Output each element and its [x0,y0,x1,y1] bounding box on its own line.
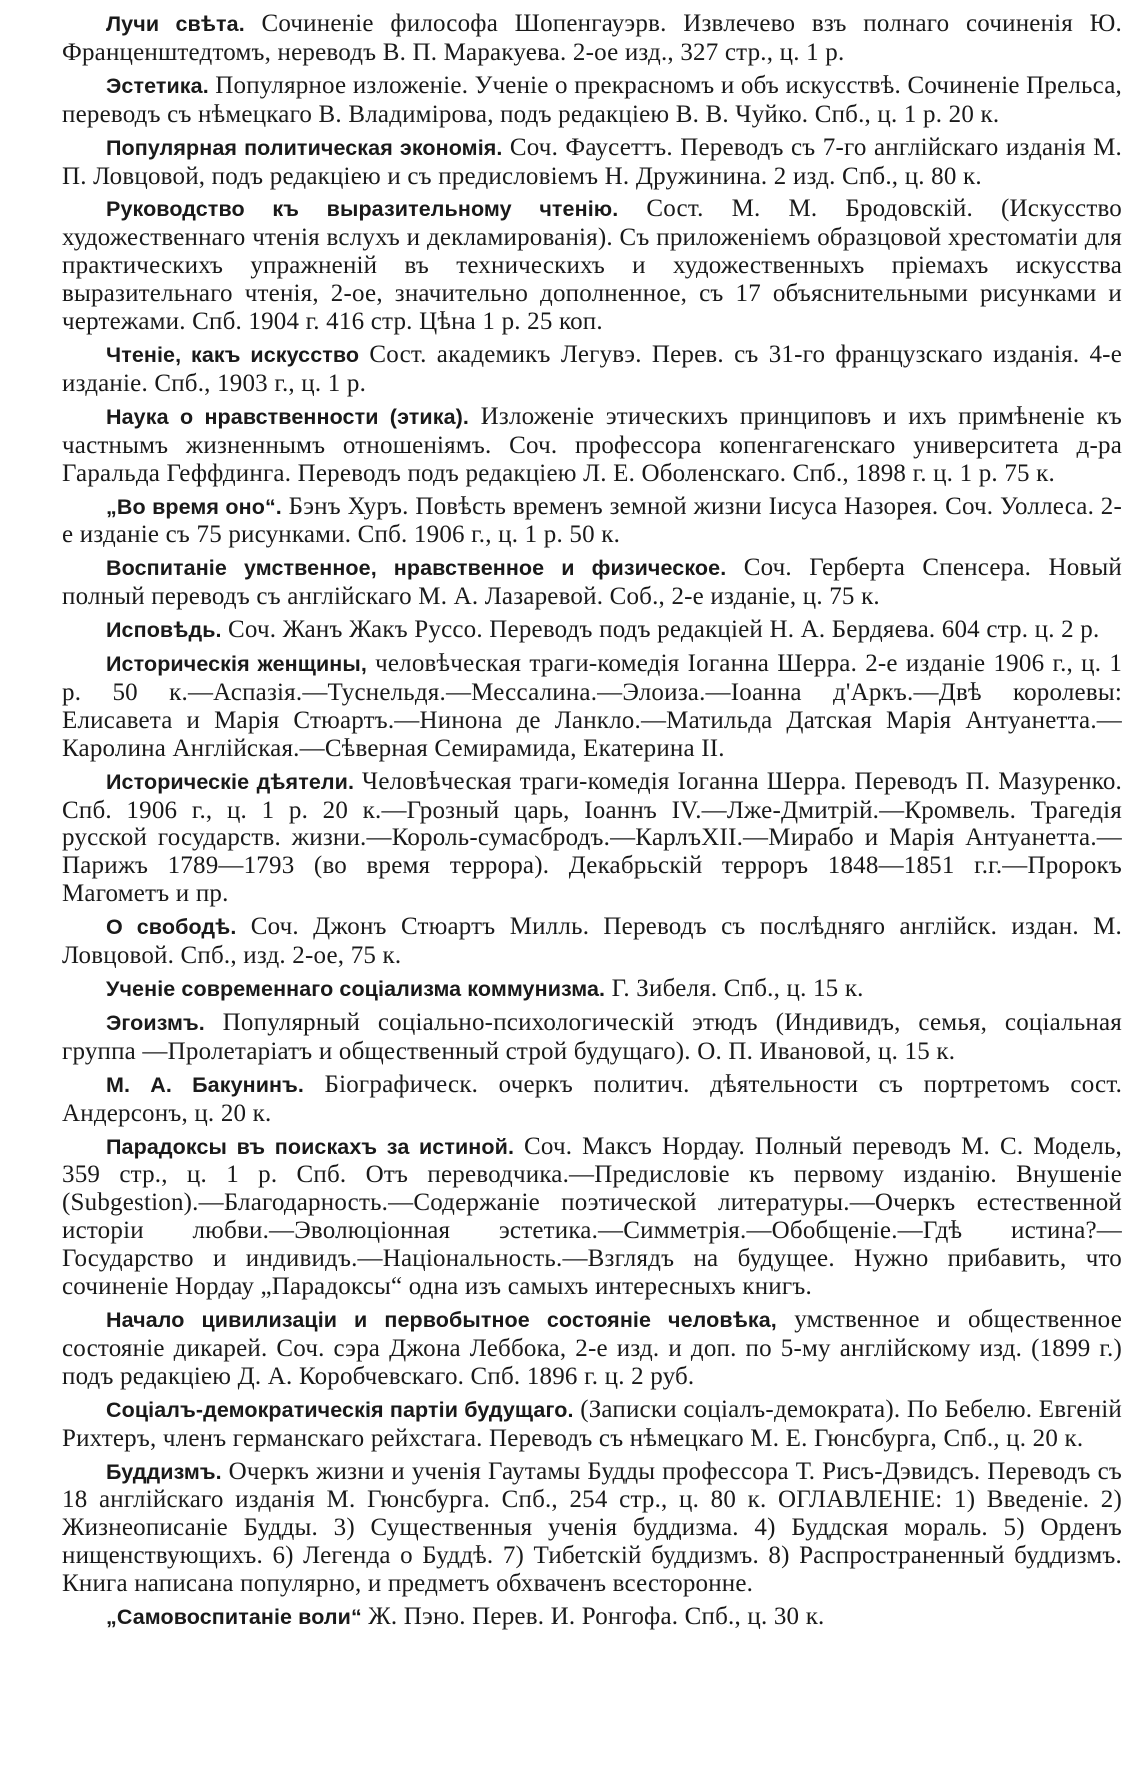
catalog-entry [62,1458,1122,1599]
entry-text: умственное и общественное состояніе дикарей. Соч. сэра Джона Леббока, 2-е изд. и доп. по 5-му англійскому изд. (1899 г.) подъ редакціею Д. А. Коробчевскаго. Спб. 1896 г. ц. 2 руб. [62,1305,1122,1390]
entry-title: Руководство къ выразительному чтенію. [106,197,619,222]
entry-title: О свободѣ. [106,915,237,940]
entry-text: Очеркъ жизни и ученія Гаутамы Будды профессора Т. Рисъ-Дэвидсъ. Переводъ съ 18 англійскаго изданія М. Гюнсбурга. Спб., 254 стр., ц. 80 к. ОГЛАВЛЕНІЕ: 1) Введеніе. 2) Жизнеописаніе Будды. 3) Существенныя ученія буддизма. 4) Буддская мораль. 5) Орденъ нищенствующихъ. 6) Легенда о Буддѣ. 7) Тибетскій буддизмъ. 8) Распространенный буддизмъ. Книга написана популярно, и предметъ обхваченъ всесторонне. [62,1457,1122,1598]
catalog-entry [62,650,1122,763]
entry-text: Біографическ. очеркъ политич. дѣятельности съ портретомъ сост. Андерсонъ, ц. 20 к. [62,1070,1123,1127]
entry-text: Популярный соціально-психологическій этюдъ (Индивидъ, семья, соціальная группа —Пролетаріатъ и общественный строй будущаго). О. П. Ивановой, ц. 15 к. [62,1008,1122,1065]
entry-text: Ж. Пэно. Перев. И. Ронгофа. Спб., ц. 30 к. [368,1603,825,1631]
catalog-entry [62,1603,1122,1632]
entry-text: человѣческая траги-комедія Іоганна Шерра. 2-е изданіе 1906 г., ц. 1 р. 50 к.—Аспазія.—Туснельдя.—Мессалина.—Элоиза.—Іоанна д'Аркъ.—Двѣ королевы: Елисавета и Марія Стюартъ.—Нинона де Ланкло.—Матильда Датская Марія Антуанетта.—Каролина Англійская.—Сѣверная Семирамида, Екатерина II. [62,650,1123,762]
catalog-entry [62,1071,1122,1128]
entry-title: Наука о нравственности (этика). [106,404,469,429]
entry-text: (Записки соціалъ-демократа). По Бебелю. Евгеній Рихтеръ, членъ германскаго рейхстага. Переводъ съ нѣмецкаго М. Е. Гюнсбурга, Спб., ц. 20 к. [62,1395,1123,1452]
entry-title: Ученіе современнаго соціализма коммунизма. [106,977,606,1001]
entry-title: Парадоксы въ поискахъ за истиной. [106,1134,515,1159]
entry-text: Соч. Максъ Нордау. Полный переводъ М. С. Модель, 359 стр., ц. 1 р. Спб. Отъ переводчика.—Предисловіе къ первому изданію. Внушеніе (Subgestion).—Благодарность.—Содержаніе поэтической литературы.—Очеркъ естественной исторіи любви.—Эволюціонная эстетика.—Симметрія.—Обобщеніе.—Гдѣ истина?—Государство и индивидъ.—Національность.—Взглядъ на будущее. Нужно прибавить, что сочиненіе Нордау „Парадоксы“ одна изъ самыхъ интересныхъ книгъ. [62,1132,1122,1301]
entry-text: Сост. М. М. Бродовскій. (Искусство художественнаго чтенія вслухъ и декламированія). Съ приложеніемъ образцовой хрестоматіи для практическихъ упражненій въ техническихъ и художественныхъ пріемахъ искусства выразительнаго чтенія, 2-ое, значительно дополненное, съ 17 объяснительными рисунками и чертежами. Спб. 1904 г. 416 стр. Цѣна 1 р. 25 коп. [62,195,1123,336]
entry-text: Соч. Фаусеттъ. Переводъ съ 7-го англійскаго изданія М. П. Ловцовой, подъ редакціею и съ предисловіемъ Н. Дружинина. 2 изд. Спб., ц. 80 к. [62,133,1122,190]
catalog-entry [62,975,1122,1004]
entry-title: Историческія женщины, [106,652,367,677]
catalog-entry [62,554,1122,611]
entry-text: Г. Зибеля. Спб., ц. 15 к. [611,975,864,1002]
catalog-entry [62,195,1122,336]
entry-text: Изложеніе этическихъ принциповъ и ихъ примѣненіе къ частнымъ жизненнымъ отношеніямъ. Соч. профессора копенгагенскаго университета д-ра Гаральда Геффдинга. Переводъ подъ редакціею Л. Е. Оболенскаго. Спб., 1898 г. ц. 1 р. 75 к. [62,402,1122,487]
book-catalog-page [62,10,1122,1637]
entry-title: Историческіе дѣятели. [106,769,355,794]
catalog-entry [62,134,1122,191]
entry-text: Сочиненіе философа Шопенгауэрв. Извлечево взъ полнаго сочиненія Ю. Франценштедтомъ, нереводъ В. П. Маракуева. 2-ое изд., 327 стр., ц. 1 р. [62,10,1123,66]
catalog-entry [62,1133,1122,1301]
entry-title: Буддизмъ. [106,1459,222,1484]
entry-title: Начало цивилизаціи и первобытное состояніе человѣка, [106,1307,777,1332]
catalog-entry [62,1306,1122,1391]
entry-title: Эстетика. [106,73,209,98]
entry-title: Эгоизмъ. [106,1010,205,1035]
entry-title: М. А. Бакунинъ. [106,1072,304,1097]
catalog-entry [62,768,1122,909]
entry-title: Соціалъ-демократическія партіи будущаго. [106,1397,574,1422]
entry-text: Популярное изложеніе. Ученіе о прекрасномъ и объ искусствѣ. Сочиненіе Прельса, переводъ съ нѣмецкаго В. Владимірова, подъ редакціею В. В. Чуйко. Спб., ц. 1 р. 20 к. [62,71,1122,128]
entry-text: Соч. Герберта Спенсера. Новый полный переводъ съ англійскаго М. А. Лазаревой. Соб., 2-е изданіе, ц. 75 к. [62,554,1123,611]
entry-title: Популярная политическая экономія. [106,135,503,160]
entry-text: Соч. Жанъ Жакъ Руссо. Переводъ подъ редакціей Н. А. Бердяева. 604 стр. ц. 2 р. [228,616,1100,644]
entry-text: Человѣческая траги-комедія Іоганна Шерра. Переводъ П. Мазуренко. Спб. 1906 г., ц. 1 р. 20 к.—Грозный царь, Іоаннъ IV.—Лже-Дмитрій.—Кромвель. Трагедія русской государств. жизни.—Король-сумасбродъ.—КарлъXII.—Мирабо и Марія Антуанетта.—Парижъ 1789—1793 (во время террора). Декабрьскій терроръ 1848—1851 г.г.—Пророкъ Магометъ и пр. [62,767,1122,908]
catalog-entry [62,493,1122,550]
catalog-entry [62,1009,1122,1066]
entry-title: Лучи свѣта. [106,12,245,36]
catalog-entry [62,616,1122,645]
entry-title: Воспитаніе умственное, нравственное и физическое. [106,556,727,581]
catalog-entry [62,72,1122,129]
entry-title: Чтеніе, какъ искусство [106,342,360,367]
catalog-entry [62,1396,1122,1453]
entry-text: Сост. академикъ Легувэ. Перев. съ 31-го французскаго изданія. 4-е изданіе. Спб., 1903 г., ц. 1 р. [62,340,1123,397]
catalog-entry [62,341,1122,398]
entry-title: „Самовоспитаніе воли“ [106,1605,362,1630]
entry-text: Соч. Джонъ Стюартъ Милль. Переводъ съ послѣдняго англійск. издан. М. Ловцовой. Спб., изд. 2-ое, 75 к. [62,913,1122,970]
catalog-entry [62,10,1122,67]
entry-text: Бэнъ Хуръ. Повѣсть временъ земной жизни Іисуса Назорея. Соч. Уоллеса. 2-е изданіе съ 75 рисунками. Спб. 1906 г., ц. 1 р. 50 к. [62,492,1123,549]
entry-title: Исповѣдь. [106,618,222,643]
entry-title: „Во время оно“. [106,494,282,519]
catalog-entry [62,403,1122,488]
catalog-entry [62,913,1122,970]
